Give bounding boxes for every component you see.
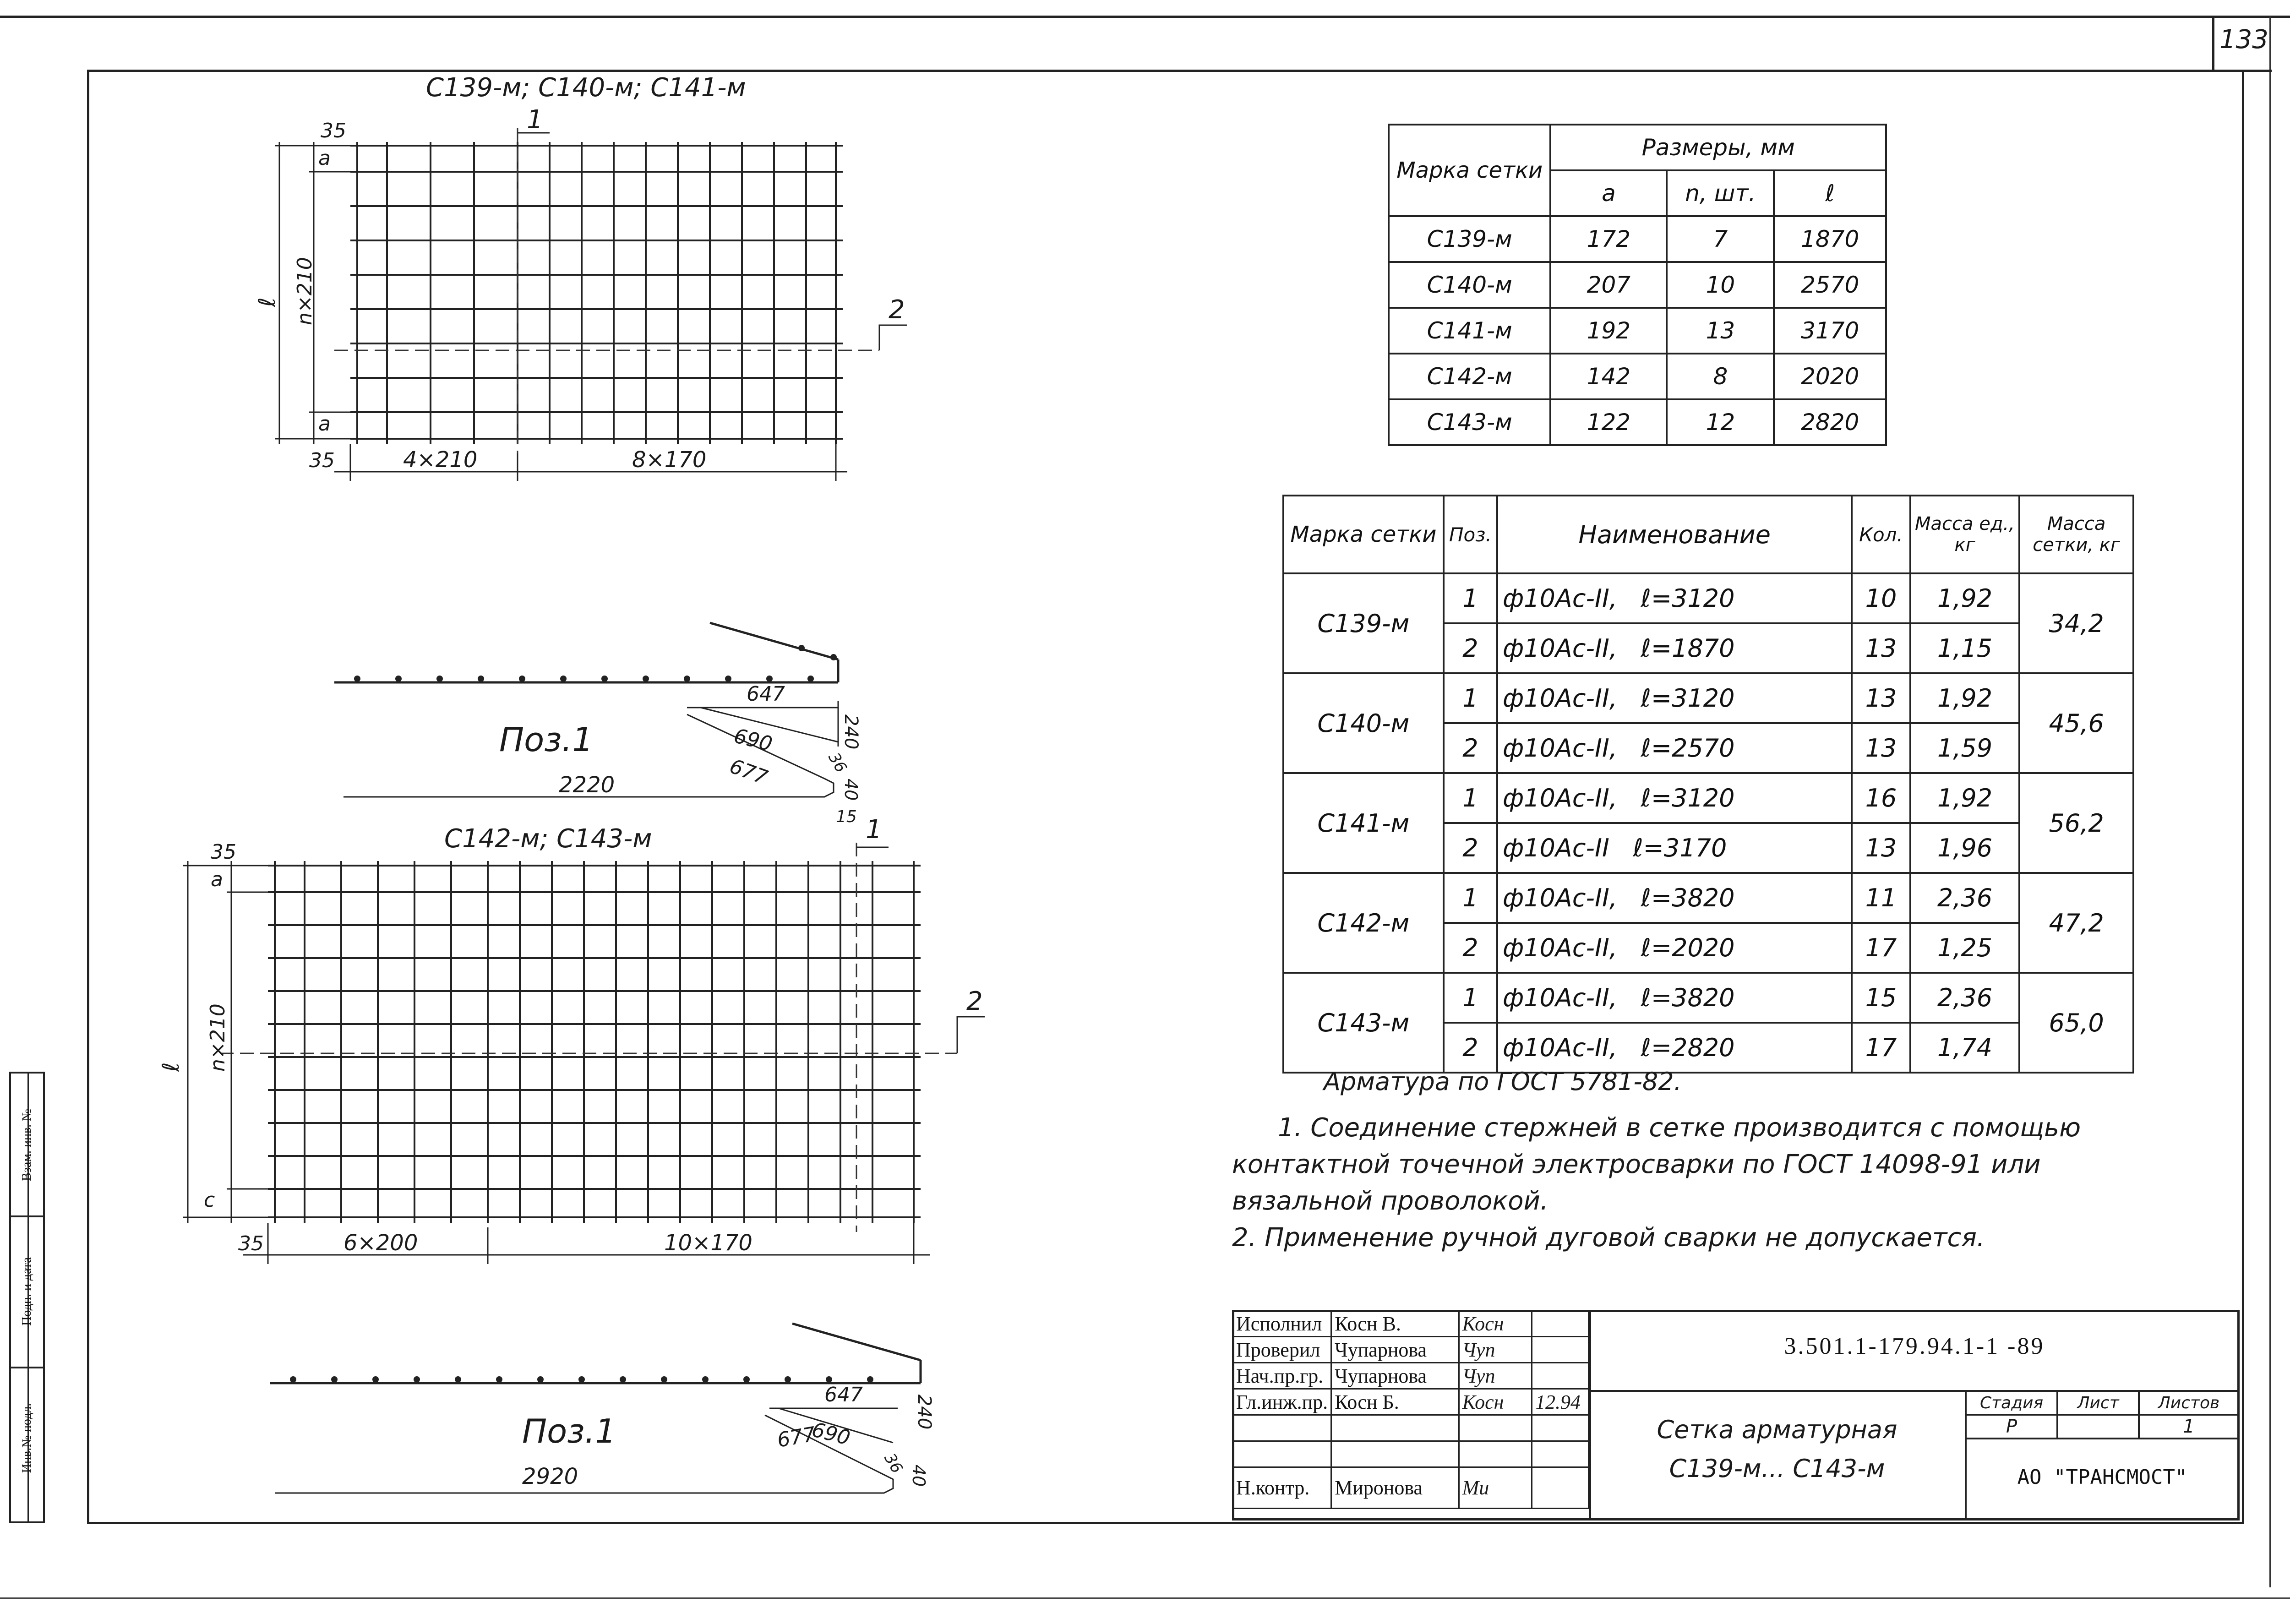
table-row: Исполнил Косн В. Косн xyxy=(1233,1311,1589,1337)
dim-table-mark-header: Марка сетки xyxy=(1389,125,1550,216)
bottom-dim-c: c xyxy=(204,1188,215,1212)
title-block-signatures xyxy=(1232,1310,1589,1509)
top-dim-35b: 35 xyxy=(309,449,335,472)
spec-mass-total-header: Масса сетки, кг xyxy=(2019,496,2133,573)
sheets-value: 1 xyxy=(2139,1415,2239,1439)
bottom-dim-l: ℓ xyxy=(158,1062,184,1072)
table-row: С139-м 172 7 1870 xyxy=(1389,216,1886,262)
top-bar-36: 36 xyxy=(824,749,851,776)
table-row: С140-м 1 ф10Ас-II, ℓ=3120 13 1,92 45,6 xyxy=(1283,673,2133,723)
stage-table xyxy=(1965,1390,2240,1439)
spec-qty-header: Кол. xyxy=(1852,496,1910,573)
bottom-dim-35a: 35 xyxy=(211,840,236,864)
bottom-bar-240: 240 xyxy=(914,1394,935,1430)
table-row: 2 ф10Ас-II ℓ=3170 13 1,96 xyxy=(1283,823,2133,873)
top-mesh-grid xyxy=(350,142,843,444)
bottom-bar-length: 2920 xyxy=(522,1464,578,1489)
table-row: Н.контр. Миронова Ми xyxy=(1233,1467,1589,1509)
bottom-mesh-grid xyxy=(268,861,921,1223)
table-row xyxy=(1233,1415,1589,1441)
spec-name-header: Наименование xyxy=(1497,496,1852,573)
bottom-bar-36: 36 xyxy=(880,1450,906,1477)
bottom-callout-1: 1 xyxy=(866,815,882,845)
table-row: С141-м 192 13 3170 xyxy=(1389,308,1886,354)
dim-table-col-a: a xyxy=(1550,170,1667,216)
table-row: С141-м 1 ф10Ас-II, ℓ=3120 16 1,92 56,2 xyxy=(1283,773,2133,823)
sheet-header: Лист xyxy=(2057,1391,2139,1415)
top-dim-a1: a xyxy=(318,147,331,170)
table-row: 2 ф10Ас-II, ℓ=2570 13 1,59 xyxy=(1283,723,2133,773)
dimensions-table xyxy=(1388,124,1887,446)
page-number: 133 xyxy=(2219,25,2268,54)
bottom-dim-35b: 35 xyxy=(238,1232,264,1255)
organization: АО "ТРАНСМОСТ" xyxy=(2017,1466,2187,1489)
bottom-bar-690: 690 xyxy=(809,1418,853,1450)
table-row: С143-м 1 ф10Ас-II, ℓ=3820 15 2,36 65,0 xyxy=(1283,973,2133,1023)
table-row: 2 ф10Ас-II, ℓ=1870 13 1,15 xyxy=(1283,623,2133,673)
note-2: 2. Применение ручной дуговой сварки не допускается. xyxy=(1232,1223,1985,1253)
top-dim-35a: 35 xyxy=(321,119,346,142)
bottom-mesh-title: С142-м; С143-м xyxy=(444,824,652,854)
top-dim-left: 4×210 xyxy=(403,447,478,473)
bottom-bar-647: 647 xyxy=(824,1383,863,1406)
bottom-callout-2: 2 xyxy=(966,986,983,1016)
top-mesh-title: С139-м; С140-м; С141-м xyxy=(426,73,746,103)
bottom-bar-pos: Поз.1 xyxy=(522,1412,616,1450)
side-stamp-inv: Инв.№ подл. xyxy=(20,1403,34,1473)
rebar-note: Арматура по ГОСТ 5781-82. xyxy=(1324,1067,1682,1096)
spec-mark-header: Марка сетки xyxy=(1283,496,1444,573)
bottom-dim-right: 10×170 xyxy=(664,1230,752,1256)
sheet-value xyxy=(2057,1415,2139,1439)
stage-value: Р xyxy=(1966,1415,2057,1439)
bottom-bar-40: 40 xyxy=(909,1464,929,1487)
top-dim-right: 8×170 xyxy=(632,447,707,473)
table-row: Проверил Чупарнова Чуп xyxy=(1233,1337,1589,1363)
dim-table-sizes-header: Размеры, мм xyxy=(1550,125,1886,170)
table-row: Гл.инж.пр. Косн Б. Косн 12.94 xyxy=(1233,1389,1589,1415)
top-dim-n210: n×210 xyxy=(293,257,316,325)
top-bar-677: 677 xyxy=(726,754,771,790)
top-bar-detail xyxy=(321,609,916,847)
top-bar-length: 2220 xyxy=(559,772,615,798)
table-row xyxy=(1233,1441,1589,1467)
bottom-dim-a: a xyxy=(211,868,223,891)
dim-table-col-n: n, шт. xyxy=(1667,170,1774,216)
top-bar-690: 690 xyxy=(731,724,775,756)
page-bottom-line xyxy=(0,1597,2290,1599)
table-row: 2 ф10Ас-II, ℓ=2820 17 1,74 xyxy=(1283,1023,2133,1073)
top-dim-a2: a xyxy=(318,412,331,436)
table-row: С142-м 1 ф10Ас-II, ℓ=3820 11 2,36 47,2 xyxy=(1283,873,2133,923)
top-bar-240: 240 xyxy=(840,714,861,750)
top-callout-1: 1 xyxy=(527,105,543,135)
sheet-code: 3.501.1-179.94.1-1 -89 xyxy=(1784,1333,2045,1359)
table-row: С142-м 142 8 2020 xyxy=(1389,354,1886,399)
dim-table-col-l: ℓ xyxy=(1774,170,1886,216)
bottom-bar-677: 677 xyxy=(775,1422,818,1452)
spec-mass-unit-header: Масса ед., кг xyxy=(1910,496,2020,573)
table-row: Нач.пр.гр. Чупарнова Чуп xyxy=(1233,1363,1589,1389)
right-page-line xyxy=(2269,16,2271,1587)
note-1-line-3: вязальной проволокой. xyxy=(1232,1186,1548,1216)
top-dim-l: ℓ xyxy=(254,297,280,307)
top-bar-pos: Поз.1 xyxy=(499,720,594,759)
side-stamp-sign: Подп. и дата xyxy=(20,1257,34,1326)
top-bar-15: 15 xyxy=(836,807,857,826)
page-top-line xyxy=(0,16,2290,18)
drawing-title-line-2: С139-м... С143-м xyxy=(1669,1454,1885,1483)
bottom-mesh-drawing xyxy=(151,815,1044,1324)
note-1-line-2: контактной точечной электросварки по ГОСТ 14098-91 или xyxy=(1232,1150,2041,1179)
bottom-dim-left: 6×200 xyxy=(344,1230,418,1256)
note-1-line-1: 1. Соединение стержней в сетке производится с помощью xyxy=(1278,1113,2081,1143)
side-stamp xyxy=(9,1072,45,1523)
table-row: С139-м 1 ф10Ас-II, ℓ=3120 10 1,92 34,2 xyxy=(1283,573,2133,623)
table-row: С143-м 122 12 2820 xyxy=(1389,399,1886,445)
bottom-dim-n210: n×210 xyxy=(206,1003,229,1072)
spec-pos-header: Поз. xyxy=(1444,496,1497,573)
side-stamp-replace: Взам. инв. № xyxy=(20,1109,34,1181)
drawing-title-line-1: Сетка арматурная xyxy=(1657,1415,1897,1444)
top-mesh-drawing xyxy=(229,69,962,595)
stage-header: Стадия xyxy=(1966,1391,2057,1415)
sheets-header: Листов xyxy=(2139,1391,2239,1415)
top-callout-2: 2 xyxy=(889,295,905,325)
top-bar-40: 40 xyxy=(841,779,861,801)
table-row: С140-м 207 10 2570 xyxy=(1389,262,1886,308)
top-bar-647: 647 xyxy=(747,682,785,706)
bottom-bar-detail xyxy=(256,1310,906,1520)
table-row: 2 ф10Ас-II, ℓ=2020 17 1,25 xyxy=(1283,923,2133,973)
specification-table xyxy=(1282,495,2134,1074)
